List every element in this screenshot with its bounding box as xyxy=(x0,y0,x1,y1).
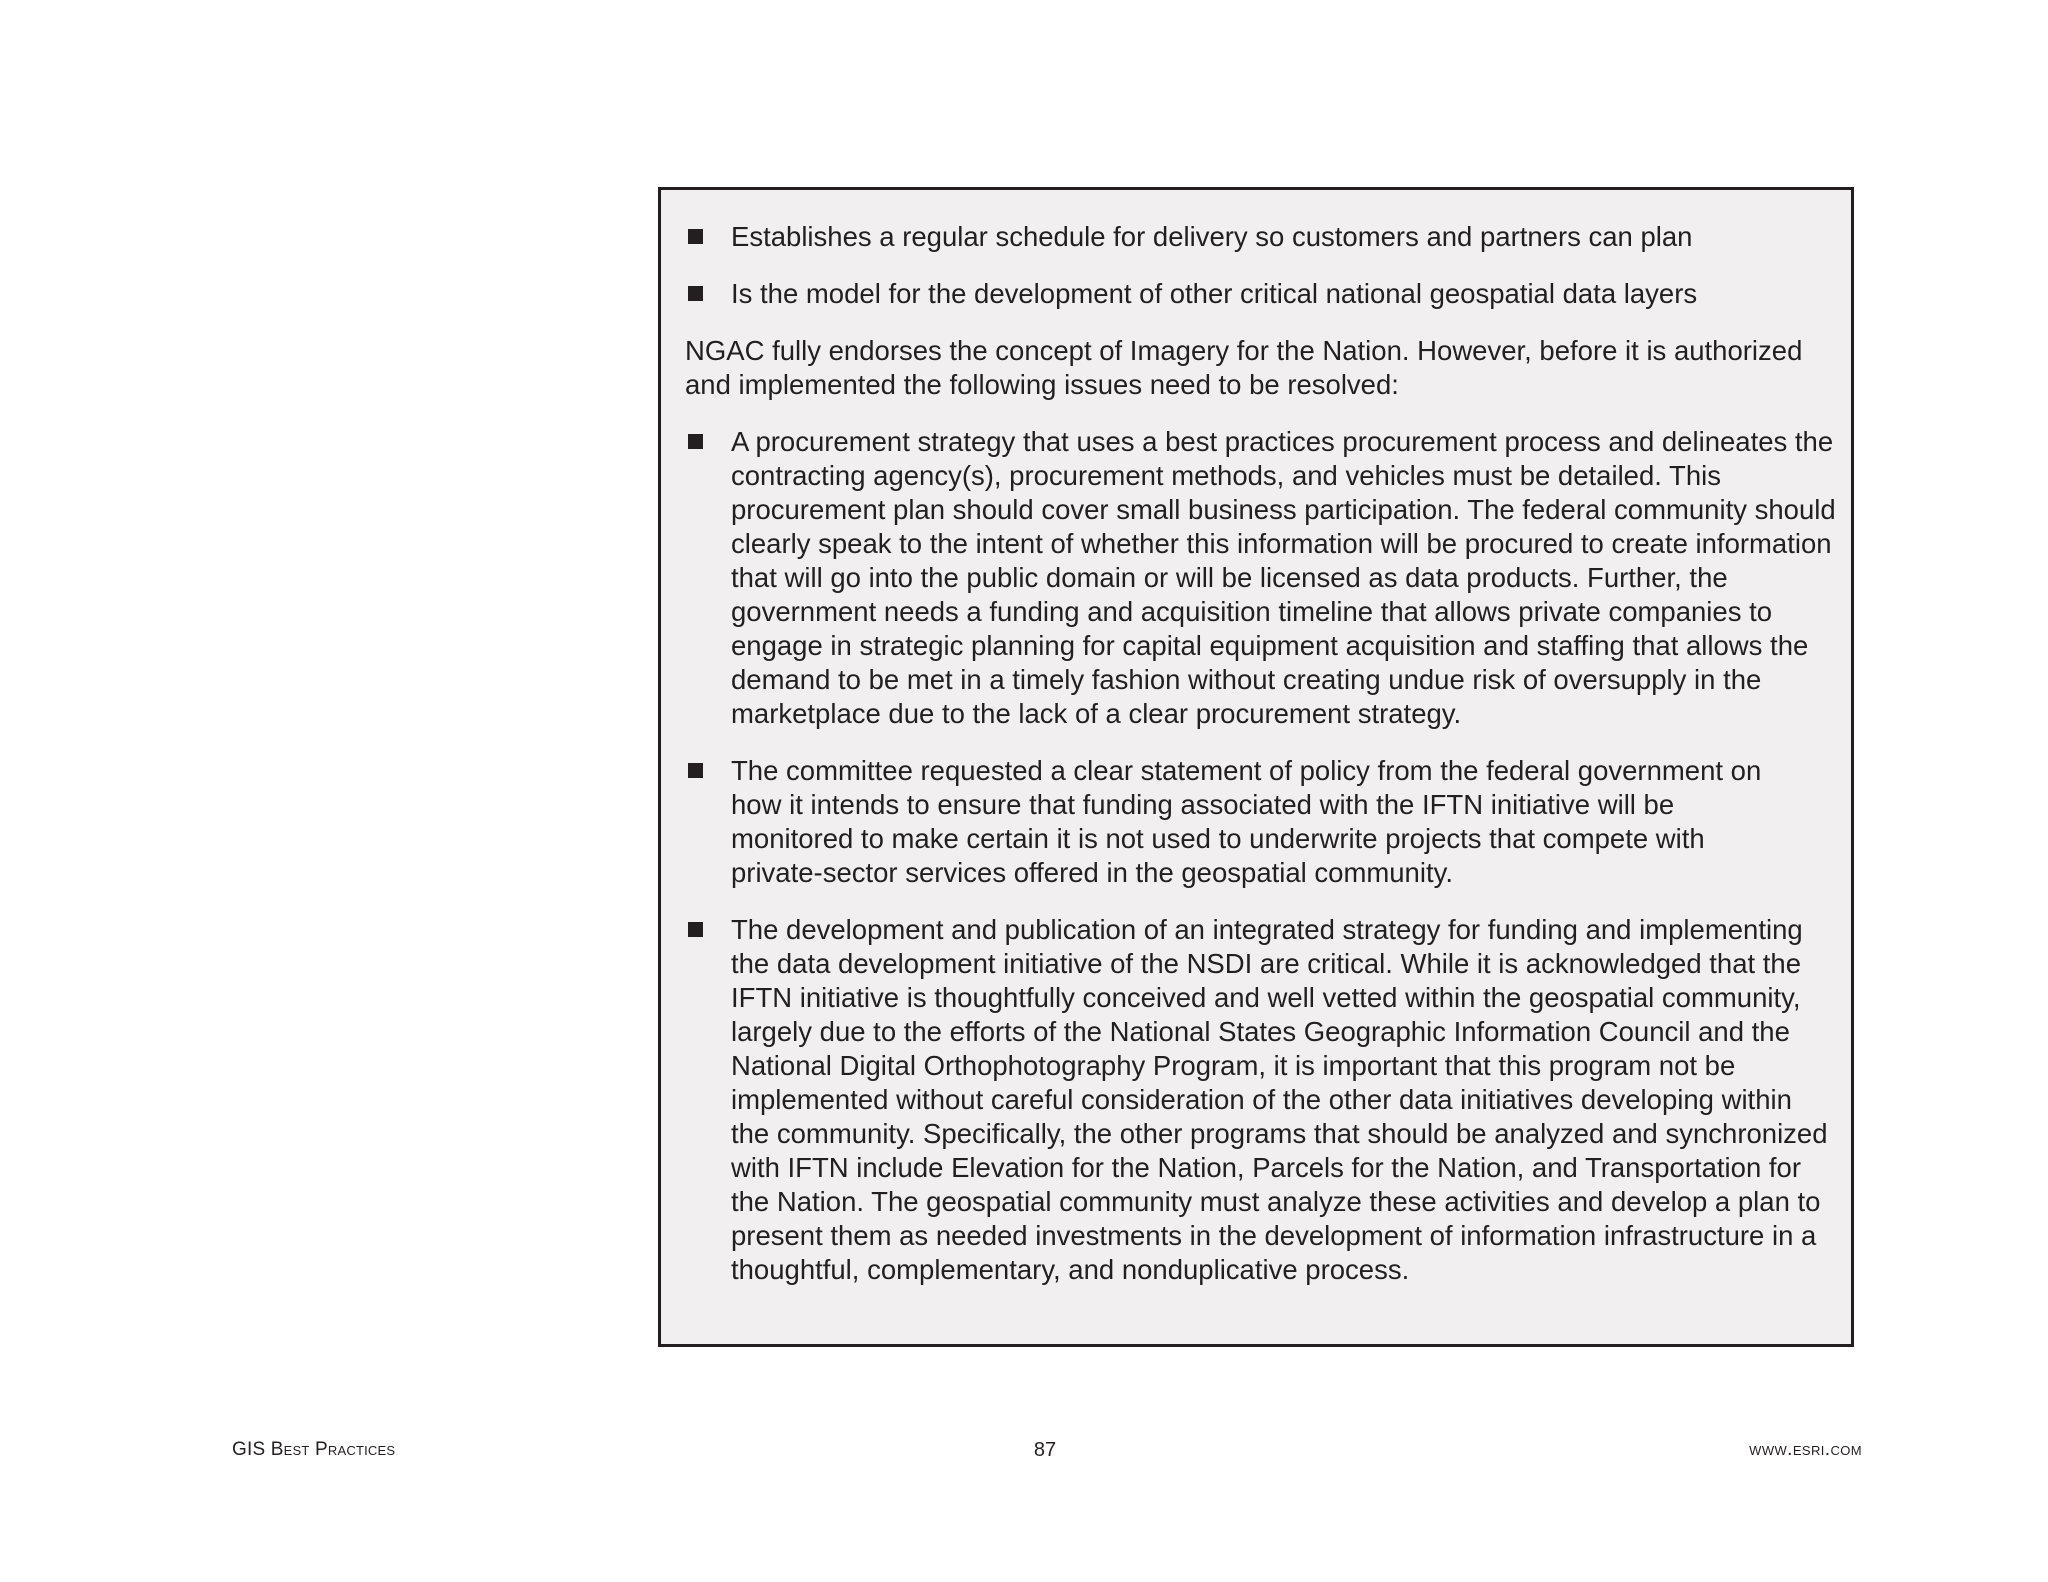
square-bullet-icon xyxy=(688,286,703,301)
bullet-item xyxy=(685,754,1837,890)
bullet-text: The development and publication of an integrated strategy for funding and implementing the data development initiative of the NSDI are critical. While it is acknowledged that the IFTN initiative is thoughtfully conceived and well vetted within the geospatial community, largely due to the efforts of the National States Geographic Information Council and the National Digital Orthophotography Program, it is important that this program not be implemented without careful consideration of the other data initiatives developing within the community. Specifically, the other programs that should be analyzed and synchronized with IFTN include Elevation for the Nation, Parcels for the Nation, and Transportation for the Nation. The geospatial community must analyze these activities and develop a plan to present them as needed investments in the development of information infrastructure in a thoughtful, complementary, and nonduplicative process. xyxy=(731,914,1828,1285)
square-bullet-icon xyxy=(688,434,703,449)
square-bullet-icon xyxy=(688,229,703,244)
footer-publication-title: GIS Best Practices xyxy=(232,1439,396,1460)
body-paragraph: NGAC fully endorses the concept of Imagery for the Nation. However, before it is authorized and implemented the following issues need to be resolved: xyxy=(685,335,1803,400)
page-number: 87 xyxy=(1033,1439,1057,1461)
bullet-item xyxy=(685,220,1837,254)
bullet-item xyxy=(685,913,1837,1287)
bullet-item xyxy=(685,425,1837,731)
bullet-text: The committee requested a clear statement of policy from the federal government on how it intends to ensure that funding associated with the IFTN initiative will be monitored to make certain it is not used to underwrite projects that compete with private-sector services offered in the geospatial community. xyxy=(731,755,1762,888)
footer-website: www.esri.com xyxy=(1749,1439,1862,1460)
bullet-text: Is the model for the development of other critical national geospatial data layers xyxy=(731,278,1698,309)
square-bullet-icon xyxy=(688,763,703,778)
bullet-item xyxy=(685,277,1837,311)
bullet-text: A procurement strategy that uses a best practices procurement process and delineates the contracting agency(s), procurement methods, and vehicles must be detailed. This procurement plan should cover small business participation. The federal community should clearly speak to the intent of whether this information will be procured to create information that will go into the public domain or will be licensed as data products. Further, the government needs a funding and acquisition timeline that allows private companies to engage in strategic planning for capital equipment acquisition and staffing that allows the demand to be met in a timely fashion without creating undue risk of oversupply in the marketplace due to the lack of a clear procurement strategy. xyxy=(731,426,1836,729)
square-bullet-icon xyxy=(688,922,703,937)
sidebar-box xyxy=(658,187,1854,1347)
bullet-text: Establishes a regular schedule for delivery so customers and partners can plan xyxy=(731,221,1693,252)
